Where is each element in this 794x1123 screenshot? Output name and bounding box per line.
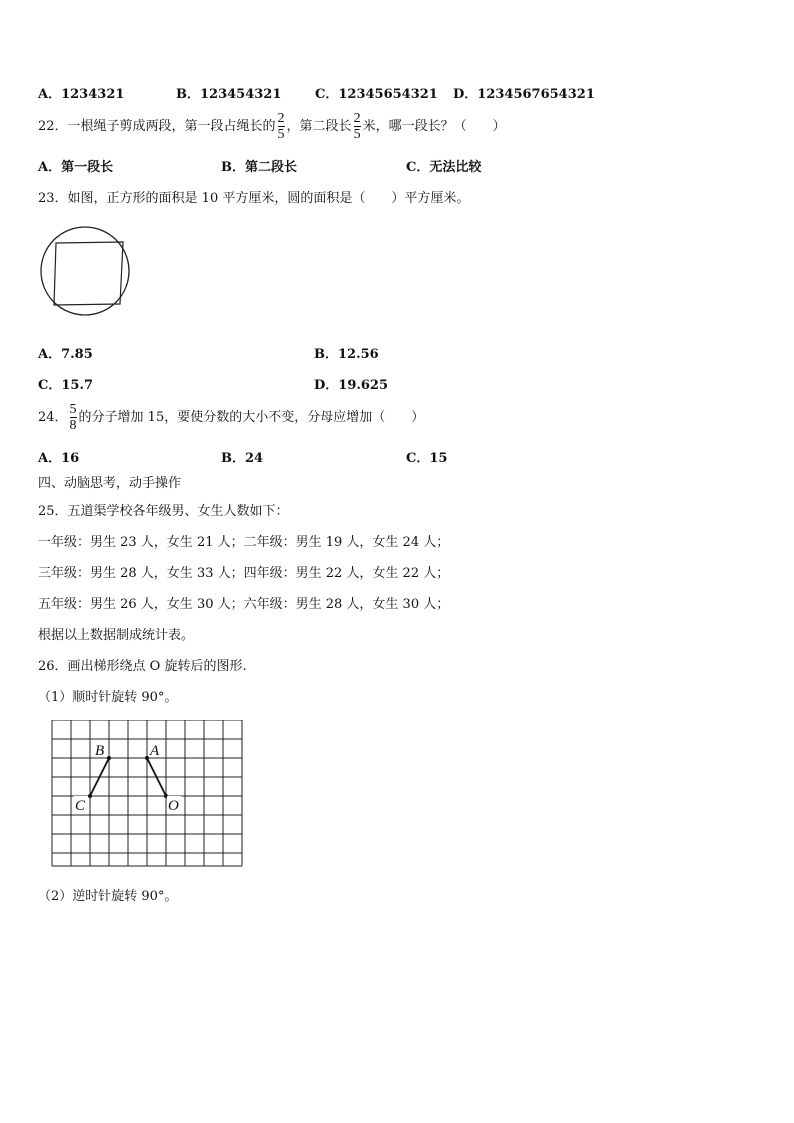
- q22-frac1-numerator: 2: [277, 111, 285, 126]
- grid-lines: [52, 720, 242, 866]
- q24-option-c: C．15: [406, 451, 448, 466]
- q22-fraction-1: [278, 111, 285, 142]
- question-26-title: 26．画出梯形绕点 O 旋转后的图形.: [38, 659, 247, 674]
- q22-option-a: A．第一段长: [38, 160, 114, 175]
- q24-frac-numerator: 5: [69, 402, 77, 417]
- q24-prefix: 24．: [38, 410, 68, 425]
- q24-option-b: B．24: [221, 451, 264, 466]
- question-25-title: 25．五道渠学校各年级男、女生人数如下：: [38, 504, 289, 519]
- point-b: [107, 756, 111, 760]
- q24-fraction: [70, 402, 77, 433]
- point-a: [145, 756, 149, 760]
- q26-part-1: （1）顺时针旋转 90°。: [38, 690, 178, 705]
- question-24: [38, 402, 424, 434]
- q22-fraction-2: [354, 111, 361, 142]
- q25-line-3: 五年级：男生 26 人，女生 30 人；六年级：男生 28 人，女生 30 人；: [38, 597, 450, 612]
- inscribed-square: [54, 242, 123, 305]
- circle-square-figure: [38, 225, 134, 317]
- q22-frac2-numerator: 2: [353, 111, 361, 126]
- q23-option-b: B．12.56: [314, 347, 379, 362]
- q22-option-c: C．无法比较: [406, 160, 482, 175]
- q24-text: 的分子增加 15，要使分数的大小不变，分母应增加（ ）: [78, 410, 425, 425]
- question-22: [38, 111, 506, 143]
- label-o: O: [168, 798, 179, 814]
- q24-frac-denominator: 8: [69, 418, 77, 433]
- label-c: C: [75, 798, 86, 814]
- q24-option-a: A．16: [38, 451, 80, 466]
- label-a: A: [150, 743, 160, 759]
- q23-option-c: C．15.7: [38, 378, 94, 393]
- q22-text-part2: ，第二段长: [286, 119, 352, 134]
- q25-line-2: 三年级：男生 28 人，女生 33 人；四年级：男生 22 人，女生 22 人；: [38, 566, 450, 581]
- q26-part-2: （2）逆时针旋转 90°。: [38, 889, 178, 904]
- q25-line-1: 一年级：男生 23 人，女生 21 人；二年级：男生 19 人，女生 24 人；: [38, 535, 450, 550]
- q21-option-c: C．12345654321: [315, 87, 438, 102]
- q23-option-a: A．7.85: [38, 347, 93, 362]
- trapezoid-grid-figure: [50, 720, 246, 870]
- q22-text-part3: 米，哪一段长？（ ）: [362, 119, 506, 134]
- q21-option-b: B．123454321: [176, 87, 282, 102]
- section-4-title: 四、动脑思考，动手操作: [38, 476, 182, 491]
- question-23-text: 23．如图，正方形的面积是 10 平方厘米，圆的面积是（ ）平方厘米。: [38, 191, 470, 206]
- q21-option-d: D．1234567654321: [453, 87, 595, 102]
- q25-footer: 根据以上数据制成统计表。: [38, 628, 195, 643]
- q22-text-part1: 22．一根绳子剪成两段，第一段占绳长的: [38, 119, 276, 134]
- q22-frac1-denominator: 5: [277, 127, 285, 142]
- q21-option-a: A．1234321: [38, 87, 125, 102]
- point-c: [88, 794, 92, 798]
- label-b: B: [95, 743, 105, 759]
- q22-option-b: B．第二段长: [221, 160, 297, 175]
- q23-option-d: D．19.625: [314, 378, 389, 393]
- q22-frac2-denominator: 5: [353, 127, 361, 142]
